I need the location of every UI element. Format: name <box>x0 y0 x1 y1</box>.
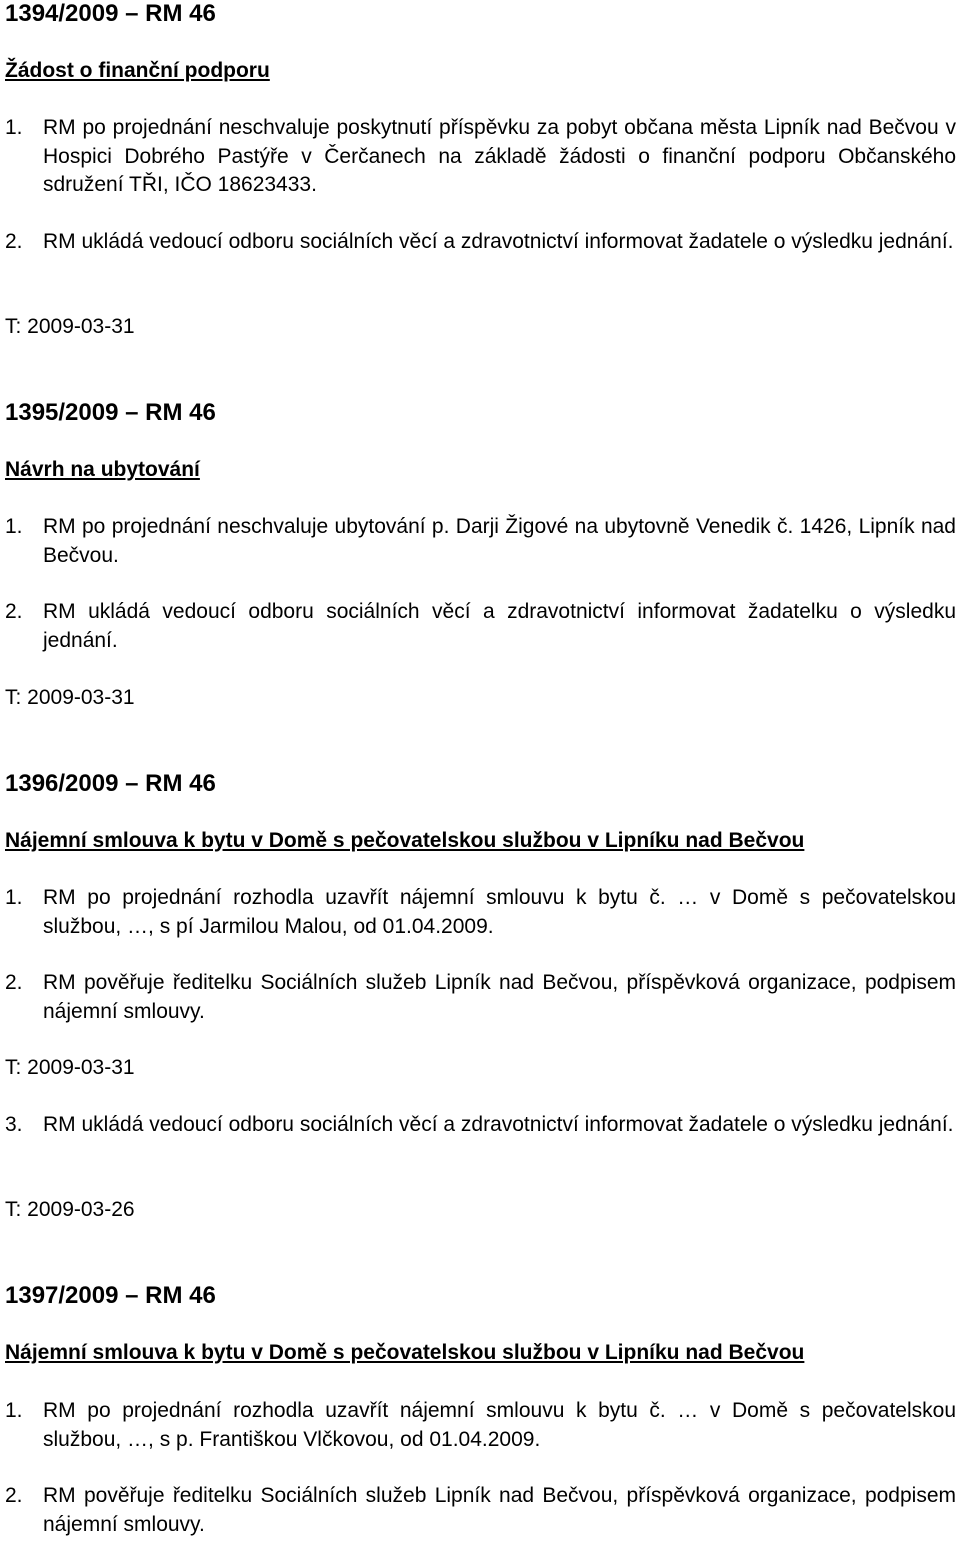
resolution-item <box>5 1111 956 1140</box>
item-text: RM ukládá vedoucí odboru sociálních věcí a zdravotnictví informovat žadatele o výsledku jednání. <box>43 1113 954 1136</box>
resolution-number: 1397/2009 – RM 46 <box>5 1282 216 1309</box>
item-text: RM pověřuje ředitelku Sociálních služeb Lipník nad Bečvou, příspěvková organizace, podpisem nájemní smlouvy. <box>43 971 956 1023</box>
item-text: RM pověřuje ředitelku Sociálních služeb Lipník nad Bečvou, příspěvková organizace, podpisem nájemní smlouvy. <box>43 1484 956 1536</box>
item-number: 2. <box>5 971 23 994</box>
item-number: 1. <box>5 1399 23 1422</box>
resolution-title: Nájemní smlouva k bytu v Domě s pečovatelskou službou v Lipníku nad Bečvou <box>5 1341 805 1364</box>
deadline: T: 2009-03-31 <box>5 686 135 709</box>
resolution-item <box>5 969 956 1026</box>
resolution-item <box>5 228 956 257</box>
resolution-item <box>5 513 956 570</box>
resolution-item <box>5 598 956 655</box>
resolution-title: Žádost o finanční podporu <box>5 59 270 82</box>
item-text: RM ukládá vedoucí odboru sociálních věcí a zdravotnictví informovat žadatelku o výsledku jednání. <box>43 600 956 652</box>
resolution-item <box>5 114 956 200</box>
item-number: 2. <box>5 600 23 623</box>
resolution-item <box>5 884 956 941</box>
item-number: 1. <box>5 886 23 909</box>
item-number: 3. <box>5 1113 23 1136</box>
resolution-item <box>5 1397 956 1454</box>
item-number: 2. <box>5 230 23 253</box>
item-number: 2. <box>5 1484 23 1507</box>
deadline: T: 2009-03-26 <box>5 1198 135 1221</box>
item-text: RM po projednání rozhodla uzavřít nájemní smlouvu k bytu č. … v Domě s pečovatelskou službou, …, s p. Františkou Vlčkovou, od 01.04.2009. <box>43 1399 956 1451</box>
deadline: T: 2009-03-31 <box>5 315 135 338</box>
item-text: RM po projednání rozhodla uzavřít nájemní smlouvu k bytu č. … v Domě s pečovatelskou službou, …, s pí Jarmilou Malou, od 01.04.2009. <box>43 886 956 938</box>
item-number: 1. <box>5 116 23 139</box>
resolution-number: 1396/2009 – RM 46 <box>5 770 216 797</box>
item-text: RM ukládá vedoucí odboru sociálních věcí a zdravotnictví informovat žadatele o výsledku jednání. <box>43 230 954 253</box>
resolution-number: 1394/2009 – RM 46 <box>5 0 216 27</box>
resolution-title: Nájemní smlouva k bytu v Domě s pečovatelskou službou v Lipníku nad Bečvou <box>5 829 805 852</box>
deadline: T: 2009-03-31 <box>5 1056 135 1079</box>
resolution-title: Návrh na ubytování <box>5 458 200 481</box>
item-text: RM po projednání neschvaluje poskytnutí příspěvku za pobyt občana města Lipník nad Bečvou v Hospici Dobrého Pastýře v Čerčanech na základě žádosti o finanční podporu Občanského sdružení TŘI, IČO 18623433. <box>43 116 956 196</box>
resolution-number: 1395/2009 – RM 46 <box>5 399 216 426</box>
item-text: RM po projednání neschvaluje ubytování p. Darji Žigové na ubytovně Venedik č. 1426, Lipník nad Bečvou. <box>43 515 956 567</box>
item-number: 1. <box>5 515 23 538</box>
resolution-item <box>5 1482 956 1539</box>
